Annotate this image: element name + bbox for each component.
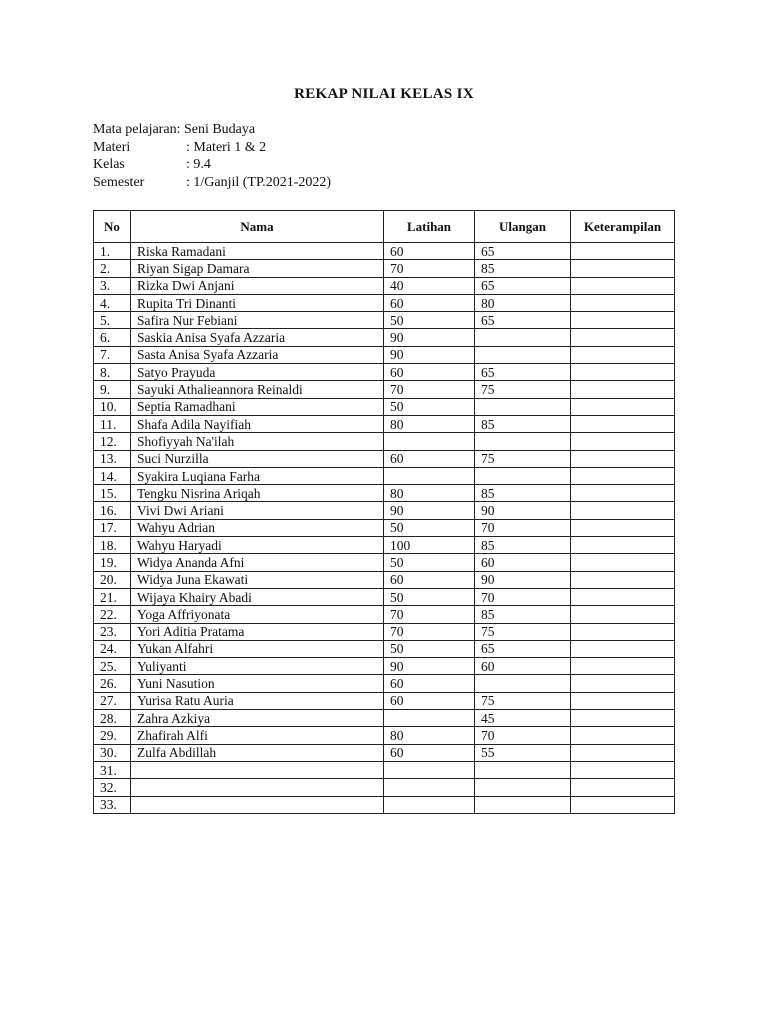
table-body xyxy=(94,243,675,814)
table-row xyxy=(94,329,675,346)
meta-label-materi: Materi xyxy=(93,139,131,155)
column-header-nama: Nama xyxy=(131,211,384,243)
cell-latihan: 70 xyxy=(384,623,475,640)
cell-no: 31. xyxy=(94,761,131,778)
table-row xyxy=(94,485,675,502)
cell-ulangan: 85 xyxy=(475,415,571,432)
cell-latihan: 60 xyxy=(384,692,475,709)
cell-no: 19. xyxy=(94,554,131,571)
cell-latihan: 60 xyxy=(384,744,475,761)
meta-label-semester: Semester xyxy=(93,174,145,190)
cell-ulangan xyxy=(475,346,571,363)
cell-keterampilan xyxy=(571,658,675,675)
cell-ulangan xyxy=(475,761,571,778)
cell-no: 14. xyxy=(94,467,131,484)
cell-keterampilan xyxy=(571,537,675,554)
cell-nama: Rupita Tri Dinanti xyxy=(131,294,384,311)
cell-nama: Yurisa Ratu Auria xyxy=(131,692,384,709)
cell-keterampilan xyxy=(571,485,675,502)
cell-no: 9. xyxy=(94,381,131,398)
cell-nama: Wahyu Haryadi xyxy=(131,537,384,554)
cell-ulangan: 75 xyxy=(475,623,571,640)
cell-keterampilan xyxy=(571,588,675,605)
cell-nama: Syakira Luqiana Farha xyxy=(131,467,384,484)
cell-keterampilan xyxy=(571,571,675,588)
cell-nama: Wijaya Khairy Abadi xyxy=(131,588,384,605)
table-row xyxy=(94,519,675,536)
cell-keterampilan xyxy=(571,346,675,363)
cell-ulangan: 65 xyxy=(475,277,571,294)
cell-keterampilan xyxy=(571,329,675,346)
cell-latihan: 70 xyxy=(384,381,475,398)
cell-nama: Widya Ananda Afni xyxy=(131,554,384,571)
cell-no: 7. xyxy=(94,346,131,363)
cell-latihan: 60 xyxy=(384,294,475,311)
cell-keterampilan xyxy=(571,398,675,415)
table-row xyxy=(94,606,675,623)
cell-nama: Tengku Nisrina Ariqah xyxy=(131,485,384,502)
cell-latihan: 100 xyxy=(384,537,475,554)
cell-ulangan xyxy=(475,796,571,813)
table-row xyxy=(94,260,675,277)
cell-latihan: 50 xyxy=(384,640,475,657)
cell-no: 1. xyxy=(94,243,131,260)
cell-no: 18. xyxy=(94,537,131,554)
cell-no: 17. xyxy=(94,519,131,536)
cell-ulangan: 65 xyxy=(475,640,571,657)
table-row xyxy=(94,364,675,381)
cell-ulangan: 85 xyxy=(475,485,571,502)
cell-latihan xyxy=(384,779,475,796)
cell-ulangan xyxy=(475,398,571,415)
cell-latihan: 40 xyxy=(384,277,475,294)
cell-keterampilan xyxy=(571,606,675,623)
table-row xyxy=(94,761,675,778)
cell-nama xyxy=(131,761,384,778)
cell-keterampilan xyxy=(571,243,675,260)
cell-no: 25. xyxy=(94,658,131,675)
cell-latihan: 80 xyxy=(384,415,475,432)
table-row xyxy=(94,658,675,675)
cell-nama: Yuni Nasution xyxy=(131,675,384,692)
cell-keterampilan xyxy=(571,779,675,796)
cell-latihan: 90 xyxy=(384,346,475,363)
cell-nama: Zahra Azkiya xyxy=(131,710,384,727)
cell-ulangan: 60 xyxy=(475,658,571,675)
cell-nama: Rizka Dwi Anjani xyxy=(131,277,384,294)
meta-row-mapel xyxy=(93,121,331,139)
cell-ulangan: 90 xyxy=(475,502,571,519)
meta-value-kelas: : 9.4 xyxy=(186,157,211,172)
table-row xyxy=(94,294,675,311)
meta-row-semester xyxy=(93,174,331,192)
table-row xyxy=(94,571,675,588)
cell-keterampilan xyxy=(571,744,675,761)
table-row xyxy=(94,675,675,692)
cell-ulangan xyxy=(475,467,571,484)
meta-label-kelas: Kelas xyxy=(93,157,125,172)
cell-keterampilan xyxy=(571,312,675,329)
table-row xyxy=(94,623,675,640)
cell-nama: Shofiyyah Na'ilah xyxy=(131,433,384,450)
cell-ulangan: 65 xyxy=(475,312,571,329)
cell-latihan: 50 xyxy=(384,554,475,571)
cell-latihan: 50 xyxy=(384,398,475,415)
cell-ulangan xyxy=(475,329,571,346)
cell-no: 10. xyxy=(94,398,131,415)
cell-nama: Yoga Affriyonata xyxy=(131,606,384,623)
cell-nama: Sayuki Athalieannora Reinaldi xyxy=(131,381,384,398)
cell-no: 6. xyxy=(94,329,131,346)
column-header-no: No xyxy=(94,211,131,243)
table-row xyxy=(94,744,675,761)
cell-no: 3. xyxy=(94,277,131,294)
cell-keterampilan xyxy=(571,640,675,657)
cell-no: 8. xyxy=(94,364,131,381)
cell-keterampilan xyxy=(571,727,675,744)
cell-nama: Saskia Anisa Syafa Azzaria xyxy=(131,329,384,346)
meta-value-mapel: Seni Budaya xyxy=(183,122,256,137)
cell-latihan: 60 xyxy=(384,364,475,381)
table-row xyxy=(94,381,675,398)
cell-nama: Widya Juna Ekawati xyxy=(131,571,384,588)
table-row xyxy=(94,398,675,415)
cell-keterampilan xyxy=(571,710,675,727)
cell-latihan: 80 xyxy=(384,727,475,744)
cell-ulangan: 65 xyxy=(475,364,571,381)
cell-latihan: 70 xyxy=(384,606,475,623)
table-row xyxy=(94,796,675,813)
cell-ulangan: 80 xyxy=(475,294,571,311)
cell-keterampilan xyxy=(571,623,675,640)
cell-latihan xyxy=(384,796,475,813)
cell-no: 29. xyxy=(94,727,131,744)
cell-nama: Safira Nur Febiani xyxy=(131,312,384,329)
table-row xyxy=(94,554,675,571)
cell-nama xyxy=(131,779,384,796)
meta-row-kelas xyxy=(93,156,331,174)
cell-nama: Zulfa Abdillah xyxy=(131,744,384,761)
table-row xyxy=(94,467,675,484)
cell-latihan: 90 xyxy=(384,502,475,519)
cell-ulangan: 85 xyxy=(475,260,571,277)
table-row xyxy=(94,346,675,363)
cell-keterampilan xyxy=(571,675,675,692)
cell-latihan: 50 xyxy=(384,312,475,329)
cell-nama: Yori Aditia Pratama xyxy=(131,623,384,640)
column-header-keterampilan: Keterampilan xyxy=(571,211,675,243)
table-row xyxy=(94,243,675,260)
cell-latihan: 60 xyxy=(384,571,475,588)
column-header-ulangan: Ulangan xyxy=(475,211,571,243)
table-row xyxy=(94,450,675,467)
cell-ulangan: 70 xyxy=(475,519,571,536)
cell-keterampilan xyxy=(571,467,675,484)
cell-keterampilan xyxy=(571,450,675,467)
cell-latihan xyxy=(384,433,475,450)
cell-nama: Riska Ramadani xyxy=(131,243,384,260)
cell-ulangan: 70 xyxy=(475,727,571,744)
table-header-row xyxy=(94,211,675,243)
cell-keterampilan xyxy=(571,502,675,519)
cell-latihan: 50 xyxy=(384,588,475,605)
cell-nama: Septia Ramadhani xyxy=(131,398,384,415)
cell-ulangan xyxy=(475,433,571,450)
document-meta xyxy=(93,121,331,191)
cell-latihan xyxy=(384,761,475,778)
cell-no: 27. xyxy=(94,692,131,709)
page-title: REKAP NILAI KELAS IX xyxy=(294,86,474,102)
cell-nama: Vivi Dwi Ariani xyxy=(131,502,384,519)
cell-ulangan: 45 xyxy=(475,710,571,727)
cell-keterampilan xyxy=(571,294,675,311)
cell-ulangan: 85 xyxy=(475,537,571,554)
table-row xyxy=(94,312,675,329)
cell-keterampilan xyxy=(571,415,675,432)
table-row xyxy=(94,502,675,519)
cell-no: 21. xyxy=(94,588,131,605)
meta-row-materi xyxy=(93,139,331,157)
cell-nama: Wahyu Adrian xyxy=(131,519,384,536)
cell-no: 2. xyxy=(94,260,131,277)
meta-label-mapel: Mata pelajaran: xyxy=(93,122,181,137)
table-row xyxy=(94,537,675,554)
cell-nama: Satyo Prayuda xyxy=(131,364,384,381)
cell-nama: Yukan Alfahri xyxy=(131,640,384,657)
cell-latihan: 70 xyxy=(384,260,475,277)
cell-no: 32. xyxy=(94,779,131,796)
cell-latihan: 60 xyxy=(384,675,475,692)
cell-no: 5. xyxy=(94,312,131,329)
column-header-latihan: Latihan xyxy=(384,211,475,243)
cell-latihan: 50 xyxy=(384,519,475,536)
grades-table xyxy=(93,210,675,814)
cell-keterampilan xyxy=(571,519,675,536)
table-row xyxy=(94,727,675,744)
cell-no: 24. xyxy=(94,640,131,657)
table-row xyxy=(94,710,675,727)
cell-latihan: 60 xyxy=(384,450,475,467)
table-row xyxy=(94,433,675,450)
table-row xyxy=(94,588,675,605)
cell-no: 33. xyxy=(94,796,131,813)
cell-keterampilan xyxy=(571,277,675,294)
cell-no: 12. xyxy=(94,433,131,450)
cell-no: 30. xyxy=(94,744,131,761)
cell-latihan xyxy=(384,467,475,484)
cell-latihan: 90 xyxy=(384,329,475,346)
table-row xyxy=(94,415,675,432)
cell-ulangan: 85 xyxy=(475,606,571,623)
cell-keterampilan xyxy=(571,761,675,778)
cell-keterampilan xyxy=(571,796,675,813)
cell-ulangan: 70 xyxy=(475,588,571,605)
cell-ulangan: 90 xyxy=(475,571,571,588)
cell-nama: Shafa Adila Nayifiah xyxy=(131,415,384,432)
cell-ulangan xyxy=(475,675,571,692)
cell-keterampilan xyxy=(571,364,675,381)
meta-value-materi: : Materi 1 & 2 xyxy=(186,139,267,155)
cell-nama: Zhafirah Alfi xyxy=(131,727,384,744)
cell-keterampilan xyxy=(571,260,675,277)
cell-keterampilan xyxy=(571,381,675,398)
cell-ulangan: 65 xyxy=(475,243,571,260)
meta-value-semester: : 1/Ganjil (TP.2021-2022) xyxy=(186,174,332,190)
cell-keterampilan xyxy=(571,692,675,709)
cell-no: 28. xyxy=(94,710,131,727)
cell-ulangan: 75 xyxy=(475,692,571,709)
cell-no: 22. xyxy=(94,606,131,623)
table-row xyxy=(94,779,675,796)
cell-no: 4. xyxy=(94,294,131,311)
cell-latihan: 80 xyxy=(384,485,475,502)
cell-nama xyxy=(131,796,384,813)
cell-nama: Suci Nurzilla xyxy=(131,450,384,467)
cell-no: 20. xyxy=(94,571,131,588)
cell-no: 11. xyxy=(94,415,131,432)
cell-ulangan: 55 xyxy=(475,744,571,761)
cell-no: 13. xyxy=(94,450,131,467)
cell-no: 15. xyxy=(94,485,131,502)
cell-latihan xyxy=(384,710,475,727)
cell-no: 16. xyxy=(94,502,131,519)
table-row xyxy=(94,640,675,657)
cell-nama: Riyan Sigap Damara xyxy=(131,260,384,277)
table-row xyxy=(94,277,675,294)
cell-no: 23. xyxy=(94,623,131,640)
table-row xyxy=(94,692,675,709)
cell-ulangan: 75 xyxy=(475,381,571,398)
cell-ulangan xyxy=(475,779,571,796)
cell-latihan: 90 xyxy=(384,658,475,675)
cell-no: 26. xyxy=(94,675,131,692)
cell-nama: Sasta Anisa Syafa Azzaria xyxy=(131,346,384,363)
cell-latihan: 60 xyxy=(384,243,475,260)
cell-keterampilan xyxy=(571,433,675,450)
cell-ulangan: 60 xyxy=(475,554,571,571)
cell-keterampilan xyxy=(571,554,675,571)
cell-nama: Yuliyanti xyxy=(131,658,384,675)
cell-ulangan: 75 xyxy=(475,450,571,467)
